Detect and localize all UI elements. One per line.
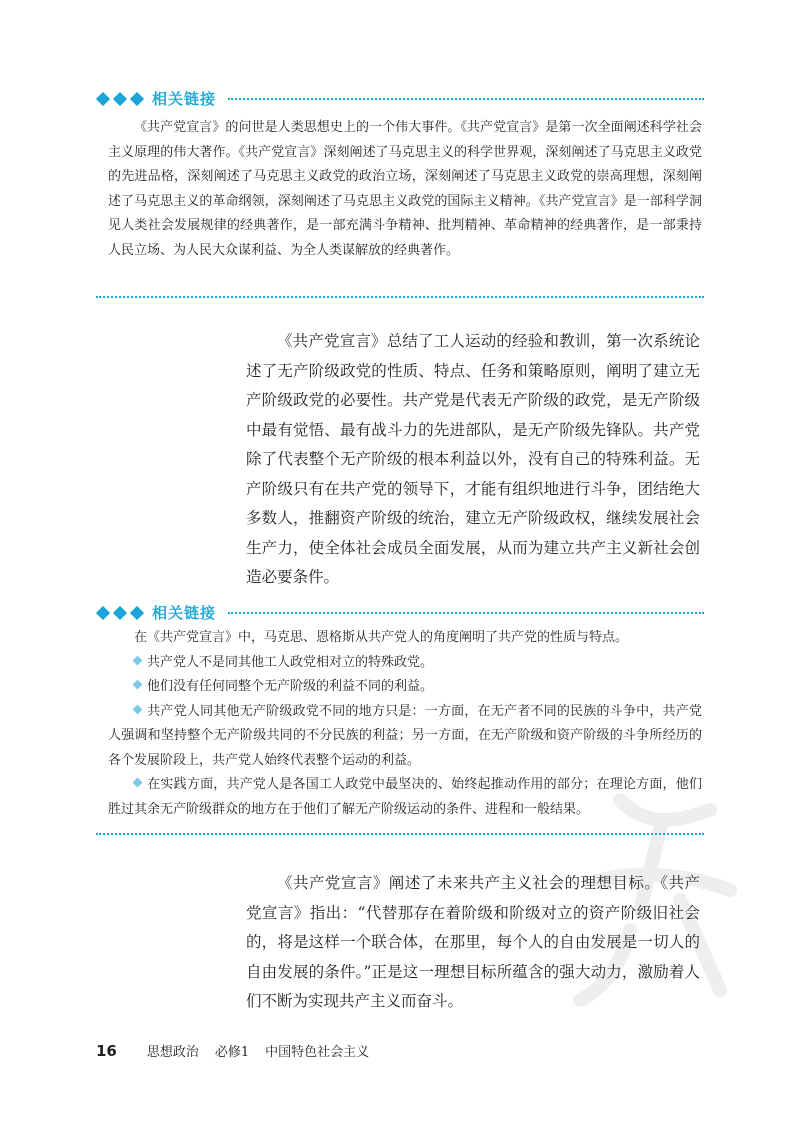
main-paragraph-1 xyxy=(246,327,700,593)
diamond-bullet-icon xyxy=(133,704,143,714)
paragraph: 在《共产党宣言》中，马克思、恩格斯从共产党人的角度阐明了共产党的性质与特点。 xyxy=(134,630,629,645)
diamond-bullet-icon xyxy=(133,655,143,665)
list-item: 共产党人不是同其他工人政党相对立的特殊政党。 xyxy=(108,651,702,676)
paragraph: 《共产党宣言》的问世是人类思想史上的一个伟大事件。《共产党宣言》是第一次全面阐述科学社会主义原理的伟大著作。《共产党宣言》深刻阐述了马克思主义的科学世界观，深刻阐述了马克思主义政党的先进品格，深刻阐述了马克思主义政党的政治立场，深刻阐述了马克思主义政党的崇高理想，深刻阐述了马克思主义的革命纲领，深刻阐述了马克思主义政党的国际主义精神。《共产党宣言》是一部科学洞见人类社会发展规律的经典著作，是一部充满斗争精神、批判精神、革命精神的经典著作，是一部秉持人民立场、为人民大众谋利益、为全人类谋解放的经典著作。 xyxy=(108,120,702,258)
dotted-divider xyxy=(96,296,704,298)
diamond-bullets-icon xyxy=(96,608,144,618)
list-item: 共产党人同其他无产阶级政党不同的地方只是：一方面，在无产者不同的民族的斗争中，共产党人强调和坚持整个无产阶级共同的不分民族的利益；另一方面，在无产阶级和资产阶级的斗争所经历的各个发展阶段上，共产党人始终代表整个运动的利益。 xyxy=(108,703,702,768)
paragraph: 《共产党宣言》总结了工人运动的经验和教训，第一次系统论述了无产阶级政党的性质、特点、任务和策略原则，阐明了建立无产阶级政党的必要性。共产党是代表无产阶级的政党，是无产阶级中最有觉悟、最有战斗力的先进部队，是无产阶级先锋队。共产党除了代表整个无产阶级的根本利益以外，没有自己的特殊利益。无产阶级只有在共产党的领导下，才能有组织地进行斗争，团结绝大多数人，推翻资产阶级的统治，建立无产阶级政权，继续发展社会生产力，使全体社会成员全面发展，从而为建立共产主义新社会创造必要条件。 xyxy=(246,332,700,586)
related-link-text-1 xyxy=(108,116,702,263)
dotted-divider xyxy=(228,612,704,614)
footer-book-title: 中国特色社会主义 xyxy=(265,1045,370,1060)
paragraph: 《共产党宣言》阐述了未来共产主义社会的理想目标。《共产党宣言》指出：“代替那存在着阶级和阶级对立的资产阶级旧社会的，将是这样一个联合体，在那里，每个人的自由发展是一切人的自由发展的条件。”正是这一理想目标所蕴含的强大动力，激励着人们不断为实现共产主义而奋斗。 xyxy=(246,874,700,1010)
related-link-title: 相关链接 xyxy=(152,90,217,108)
footer-volume: 必修1 xyxy=(214,1045,250,1060)
related-link-header-1 xyxy=(96,88,216,109)
diamond-bullets-icon xyxy=(96,94,144,104)
watermark-decoration xyxy=(560,790,750,1010)
diamond-bullet-icon xyxy=(133,778,143,788)
related-link-title: 相关链接 xyxy=(152,604,217,622)
page-number: 16 xyxy=(96,1042,117,1060)
page-footer xyxy=(96,1041,369,1060)
footer-subject: 思想政治 xyxy=(146,1045,199,1060)
dotted-divider xyxy=(228,98,704,100)
related-link-header-2 xyxy=(96,602,216,623)
list-item: 在实践方面，共产党人是各国工人政党中最坚决的、始终起推动作用的部分；在理论方面，他们胜过其余无产阶级群众的地方在于他们了解无产阶级运动的条件、进程和一般结果。 xyxy=(108,777,702,817)
list-item: 他们没有任何同整个无产阶级的利益不同的利益。 xyxy=(108,675,702,700)
diamond-bullet-icon xyxy=(133,680,143,690)
